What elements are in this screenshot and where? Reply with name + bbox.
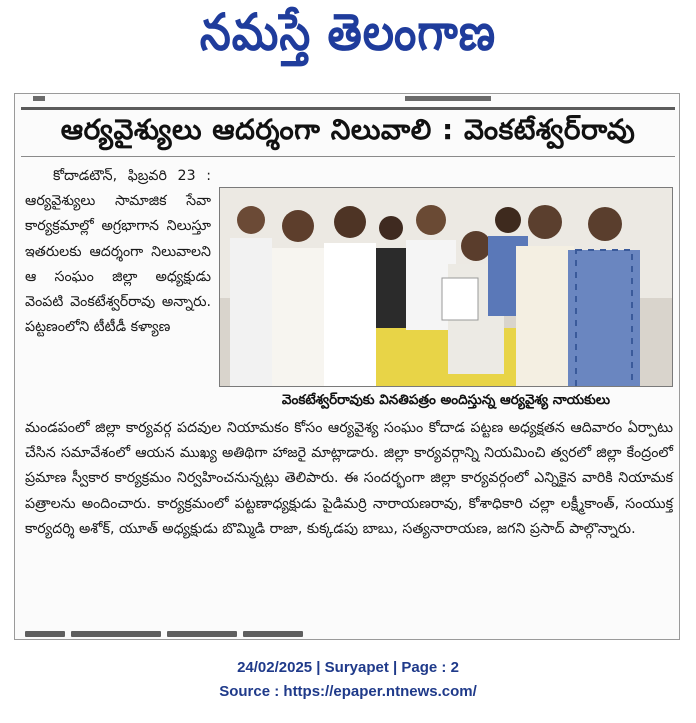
clipping-footer [0,656,696,716]
article-lead-column [25,164,211,340]
clipping-top-edge [15,94,679,102]
clipping-bottom-edge [25,631,325,640]
article-continuation: మండపంలో జిల్లా కార్యవర్గ పదవుల నియామకం కోసం ఆర్యవైశ్య సంఘం కోదాడ పట్టణ అధ్యక్షతన ఆదివారం ఏర్పాటు చేసిన సమావేశంలో ఆయన ముఖ్య అతిథిగా హాజరై మాట్లాడారు. జిల్లా కార్యవర్గాన్ని నియమించి త్వరలో జిల్లా కేంద్రంలో ప్రమాణ స్వీకార కార్యక్రమం నిర్వహించనున్నట్లు తెలిపారు. ఈ సందర్భంగా జిల్లా కార్యవర్గంలో ఎన్నికైన వారికి నియామక పత్రాలను అందించారు. కార్యక్రమంలో పట్టణాధ్యక్షుడు పైడిమర్రి నారాయణరావు, కోశాధికారి చల్లా లక్ష్మీకాంత్, సంయుక్త కార్యదర్శి అశోక్, యూత్ అధ్యక్షుడు బొమ్మిడి రాజా, కుక్కడపు బాబు, సత్యనారాయణ, జగని ప్రసాద్ పాల్గొన్నారు. [25,420,673,537]
photo-caption-text: వెంకటేశ్వర్‌రావుకు వినతిపత్రం అందిస్తున్న ఆర్యవైశ్య నాయకులు [281,391,611,408]
article-body [25,416,673,542]
group-photo-illustration [220,188,673,387]
edition-line: 24/02/2025 | Suryapet | Page : 2 [237,659,459,676]
masthead-title: నమస్తే తెలంగాణ [199,3,497,62]
headline-text: ఆర్యవైశ్యులు ఆదర్శంగా నిలువాలి : వెంకటేశ్వర్‌రావు [60,113,636,146]
news-clipping [14,93,680,640]
news-photo [219,187,673,387]
article-headline [21,107,675,157]
source-line: Source : https://epaper.ntnews.com/ [219,683,477,700]
newspaper-masthead [0,0,696,78]
lead-paragraph: కోదాడటౌన్, ఫిబ్రవరి 23 : ఆర్యవైశ్యులు సామాజిక సేవా కార్యక్రమాల్లో అగ్రభాగాన నిలుస్తూ ఇతరులకు ఆదర్శంగా నిలువాలని ఆ సంఘం జిల్లా అధ్యక్షుడు వెంపటి వెంకటేశ్వర్‌రావు అన్నారు. పట్టణంలోని టీటీడీ కళ్యాణ [25,168,211,336]
photo-caption [219,388,673,414]
